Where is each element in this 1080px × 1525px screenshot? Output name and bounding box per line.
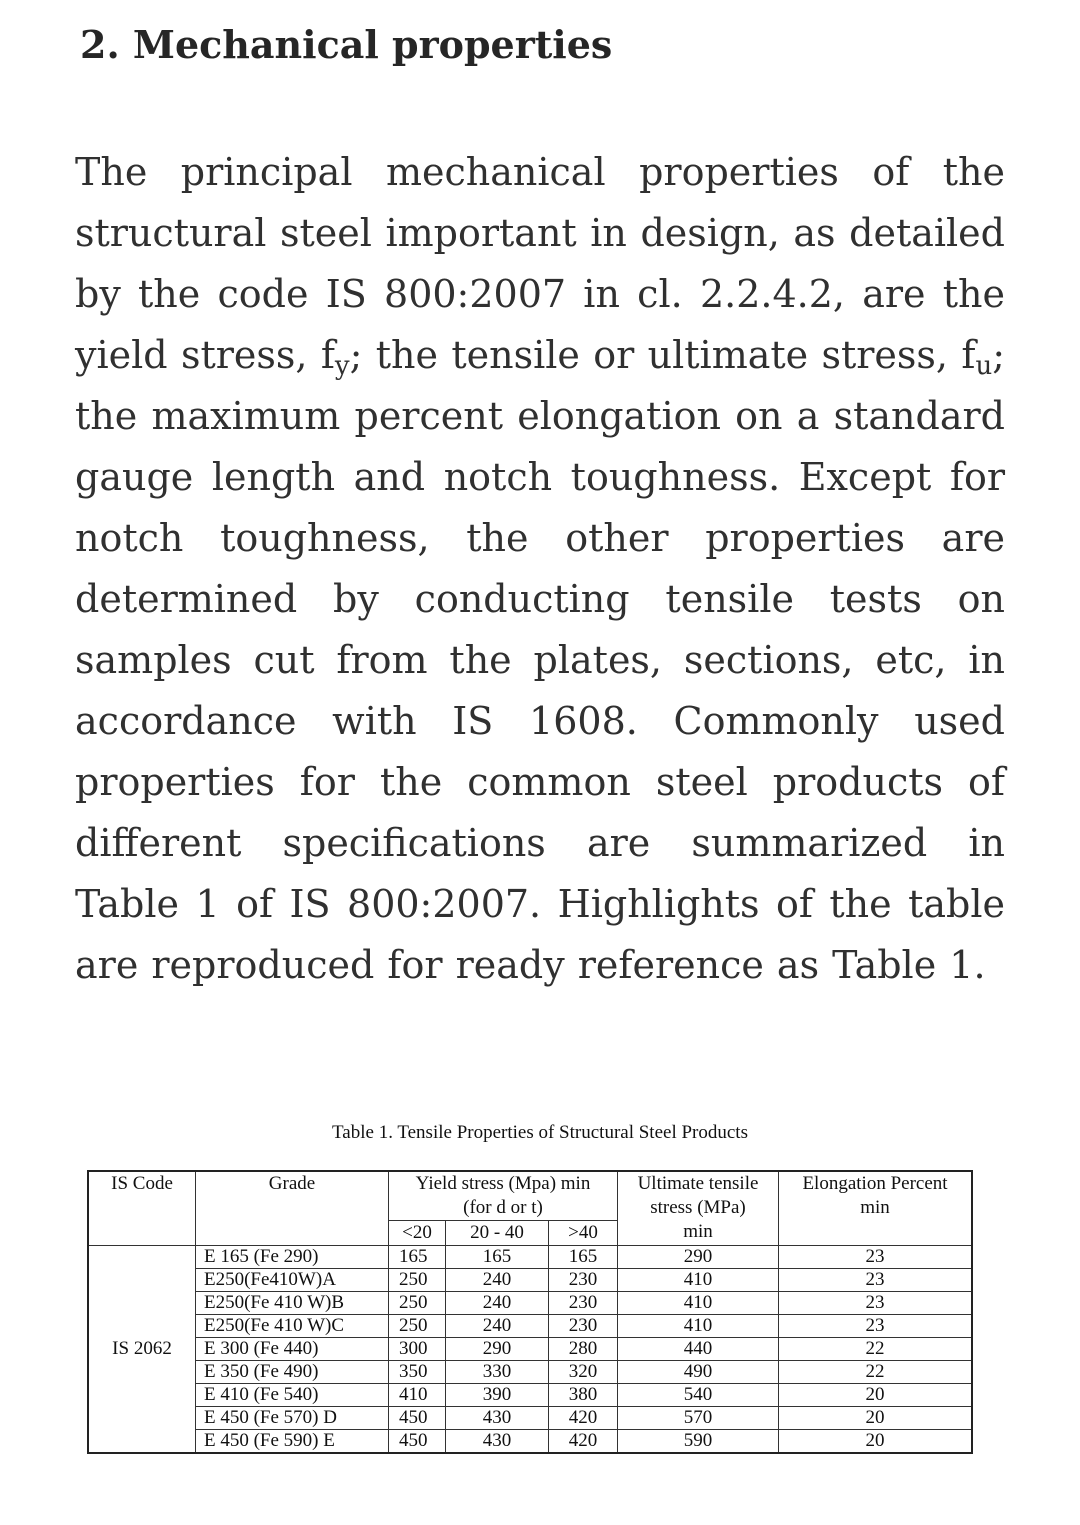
yield-lt20-cell: 250	[389, 1315, 446, 1338]
elongation-cell: 23	[779, 1315, 973, 1338]
yield-lt20-cell: 250	[389, 1292, 446, 1315]
header-grade: Grade	[196, 1171, 389, 1246]
subheader-20-40: 20 - 40	[446, 1221, 549, 1246]
yield-gt40-cell: 420	[549, 1407, 618, 1430]
ultimate-stress-cell: 590	[618, 1430, 779, 1454]
header-ultimate-line2: stress (MPa)	[650, 1197, 746, 1218]
header-ultimate-line1: Ultimate tensile	[637, 1173, 759, 1194]
table-row	[88, 1407, 972, 1430]
elongation-cell: 23	[779, 1292, 973, 1315]
elongation-cell: 20	[779, 1430, 973, 1454]
grade-cell: E250(Fe 410 W)C	[196, 1315, 389, 1338]
yield-gt40-cell: 165	[549, 1246, 618, 1269]
grade-cell: E 450 (Fe 570) D	[196, 1407, 389, 1430]
ultimate-stress-cell: 570	[618, 1407, 779, 1430]
header-is-code: IS Code	[88, 1171, 196, 1246]
yield-lt20-cell: 165	[389, 1246, 446, 1269]
subheader-lt20: <20	[389, 1221, 446, 1246]
body-paragraph	[75, 142, 1005, 996]
ultimate-stress-cell: 410	[618, 1269, 779, 1292]
header-yield-line1: Yield stress (Mpa) min	[415, 1173, 591, 1194]
ultimate-stress-cell: 440	[618, 1338, 779, 1361]
yield-gt40-cell: 230	[549, 1315, 618, 1338]
yield-20-40-cell: 290	[446, 1338, 549, 1361]
yield-lt20-cell: 450	[389, 1407, 446, 1430]
header-elongation-line1: Elongation Percent	[802, 1173, 948, 1194]
elongation-cell: 20	[779, 1407, 973, 1430]
ultimate-stress-cell: 540	[618, 1384, 779, 1407]
header-ultimate-stress	[618, 1171, 779, 1246]
grade-cell: E 350 (Fe 490)	[196, 1361, 389, 1384]
grade-cell: E250(Fe410W)A	[196, 1269, 389, 1292]
table-body	[88, 1246, 972, 1454]
header-elongation	[779, 1171, 973, 1246]
yield-20-40-cell: 430	[446, 1430, 549, 1454]
elongation-cell: 22	[779, 1361, 973, 1384]
table-row	[88, 1430, 972, 1454]
paragraph-text-end: ; the maximum percent elongation on a standard gauge length and notch toughness. Except for notch toughness, the other properties are determined by conducting tensile tests on samples cut from the plates, sections, etc, in accordance with IS 1608. Commonly used properties for the common steel products of different specifications are summarized in Table 1 of IS 800:2007. Highlights of the table are reproduced for ready reference as Table 1.	[75, 333, 1005, 987]
yield-gt40-cell: 230	[549, 1269, 618, 1292]
header-ultimate-line3: min	[683, 1221, 713, 1242]
grade-cell: E250(Fe 410 W)B	[196, 1292, 389, 1315]
table-row	[88, 1361, 972, 1384]
ultimate-stress-cell: 490	[618, 1361, 779, 1384]
yield-lt20-cell: 450	[389, 1430, 446, 1454]
grade-cell: E 410 (Fe 540)	[196, 1384, 389, 1407]
yield-20-40-cell: 240	[446, 1315, 549, 1338]
elongation-cell: 23	[779, 1246, 973, 1269]
yield-gt40-cell: 280	[549, 1338, 618, 1361]
yield-20-40-cell: 330	[446, 1361, 549, 1384]
table-row	[88, 1246, 972, 1269]
yield-20-40-cell: 240	[446, 1269, 549, 1292]
ultimate-stress-cell: 410	[618, 1315, 779, 1338]
yield-gt40-cell: 230	[549, 1292, 618, 1315]
table-row	[88, 1338, 972, 1361]
header-yield-stress	[389, 1171, 618, 1221]
yield-gt40-cell: 320	[549, 1361, 618, 1384]
yield-gt40-cell: 420	[549, 1430, 618, 1454]
ultimate-stress-cell: 290	[618, 1246, 779, 1269]
table-caption: Table 1. Tensile Properties of Structural Steel Products	[332, 1122, 748, 1143]
yield-20-40-cell: 240	[446, 1292, 549, 1315]
section-heading: 2. Mechanical properties	[80, 22, 613, 67]
elongation-cell: 20	[779, 1384, 973, 1407]
yield-20-40-cell: 390	[446, 1384, 549, 1407]
yield-20-40-cell: 165	[446, 1246, 549, 1269]
yield-gt40-cell: 380	[549, 1384, 618, 1407]
yield-lt20-cell: 250	[389, 1269, 446, 1292]
is-code-cell: IS 2062	[88, 1246, 196, 1454]
header-yield-line2: (for d or t)	[463, 1197, 543, 1218]
elongation-cell: 23	[779, 1269, 973, 1292]
table-row	[88, 1269, 972, 1292]
table-row	[88, 1315, 972, 1338]
fu-subscript: u	[975, 351, 993, 381]
table-row	[88, 1292, 972, 1315]
fy-subscript: y	[334, 351, 350, 381]
yield-20-40-cell: 430	[446, 1407, 549, 1430]
yield-lt20-cell: 300	[389, 1338, 446, 1361]
table-container	[87, 1170, 973, 1454]
subheader-gt40: >40	[549, 1221, 618, 1246]
grade-cell: E 165 (Fe 290)	[196, 1246, 389, 1269]
paragraph-text-mid: ; the tensile or ultimate stress, f	[349, 333, 976, 377]
table-row	[88, 1384, 972, 1407]
yield-lt20-cell: 410	[389, 1384, 446, 1407]
yield-lt20-cell: 350	[389, 1361, 446, 1384]
tensile-properties-table	[87, 1170, 973, 1454]
grade-cell: E 450 (Fe 590) E	[196, 1430, 389, 1454]
header-elongation-line2: min	[860, 1197, 890, 1218]
ultimate-stress-cell: 410	[618, 1292, 779, 1315]
grade-cell: E 300 (Fe 440)	[196, 1338, 389, 1361]
elongation-cell: 22	[779, 1338, 973, 1361]
paragraph-text-start: The principal mechanical properties of the structural steel important in design, as detailed by the code IS 800:2007 in cl. 2.2.4.2, are the yield stress, f	[75, 150, 1005, 377]
